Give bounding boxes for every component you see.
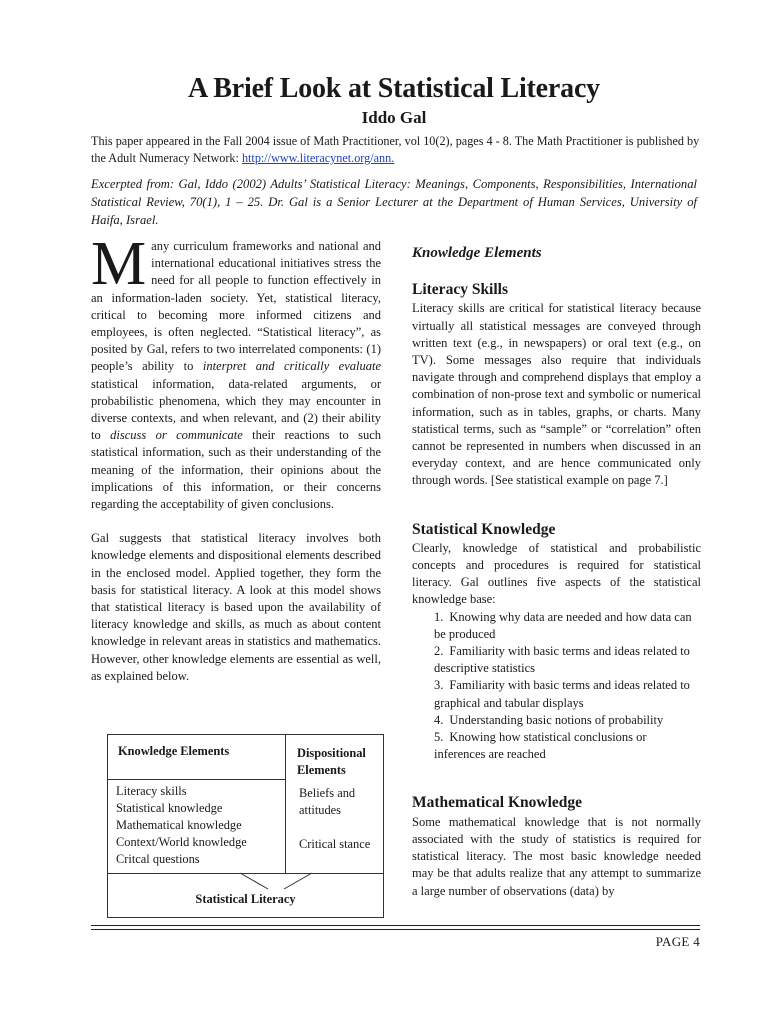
- model-knowledge-item: Context/World knowledge: [116, 835, 247, 849]
- list-item: [412, 609, 701, 643]
- intro-text-3: their reactions to such statistical information, such as their understanding of the meaning of the information, their opinions about the implications of this information, or their concerns regarding the acceptability of given conclusions.: [91, 428, 381, 512]
- list-item-text: Understanding basic notions of probability: [449, 712, 664, 727]
- model-footer: Statistical Literacy: [195, 892, 296, 906]
- list-item-number: 5.: [434, 730, 444, 745]
- model-dispositional-item: Beliefs and attitudes: [299, 786, 356, 817]
- list-item-number: 4.: [434, 712, 444, 727]
- mathematical-knowledge-heading: Mathematical Knowledge: [412, 794, 583, 812]
- model-line-left: [240, 873, 268, 889]
- list-item-number: 3.: [434, 678, 444, 693]
- list-item: [412, 729, 701, 763]
- list-item: [412, 712, 701, 729]
- drop-cap: M: [91, 230, 147, 298]
- author: Iddo Gal: [361, 108, 427, 127]
- model-paragraph: Gal suggests that statistical literacy involves both knowledge elements and dispositional elements described in the enclosed model. Applied together, they form the basis for statistical literacy. A look at this model shows that statistical literacy is based upon the availability of literacy knowledge and skills, as much as about content knowledge in relevant areas in statistics and mathematics. However, other knowledge elements are essential as well, as explained below.: [91, 531, 381, 683]
- model-knowledge-item: Statistical knowledge: [116, 801, 223, 815]
- publication-note: [91, 133, 701, 167]
- list-item: [412, 643, 701, 677]
- statistical-aspects-list: [412, 609, 701, 764]
- mathematical-knowledge-text: Some mathematical knowledge that is not normally associated with the study of statistics is required for statistical literacy. The most basic knowledge needed may be that adults realize that any attempt to summarize a large number of observations (data) by: [412, 814, 701, 898]
- list-item-text: Familiarity with basic terms and ideas related to graphical and tabular displays: [434, 678, 690, 710]
- model-knowledge-header: Knowledge Elements: [118, 744, 230, 758]
- model-dispositional-item: Critical stance: [299, 837, 371, 851]
- page-number: PAGE 4: [655, 934, 700, 949]
- intro-emphasis-2: discuss or communicate: [110, 428, 243, 443]
- list-item-number: 2.: [434, 644, 444, 659]
- intro-paragraph: [91, 230, 381, 513]
- right-column: [412, 245, 701, 900]
- excerpt-note: Excerpted from: Gal, Iddo (2002) Adults’ Statistical Literacy: Meanings, Components, Responsibilities, International Statistical Review, 70(1), 1 – 25. Dr. Gal is a Senior Lecturer at the Department of Human Services, University of Haifa, Israel.: [91, 177, 697, 227]
- knowledge-elements-heading: Knowledge Elements: [412, 245, 542, 261]
- statistical-knowledge-heading: Statistical Knowledge: [412, 520, 556, 538]
- model-line-right: [284, 873, 312, 889]
- list-item-number: 1.: [434, 609, 444, 624]
- footer-rule-top: [91, 925, 700, 926]
- footer-rule-bottom: [91, 929, 700, 930]
- statistical-knowledge-text: Clearly, knowledge of statistical and probabilistic concepts and procedures is required for statistical literacy. Gal outlines five aspects of the statistical knowledge base:: [412, 540, 701, 607]
- literacy-skills-heading: Literacy Skills: [412, 281, 509, 299]
- model-dispositional-header: Dispositional Elements: [297, 746, 366, 777]
- model-knowledge-item: Mathematical knowledge: [116, 818, 242, 832]
- left-column: [91, 230, 381, 685]
- list-item: [412, 677, 701, 711]
- page-title: A Brief Look at Statistical Literacy: [188, 73, 600, 104]
- intro-text-2: statistical information, data-related arguments, or probabilistic phenomena, which they may encounter in diverse contexts, and when relevant, and (2) their ability to: [91, 376, 381, 443]
- model-knowledge-item: Literacy skills: [116, 784, 187, 798]
- model-knowledge-item: Critcal questions: [116, 852, 200, 866]
- intro-emphasis-1: interpret and critically evaluate: [202, 359, 381, 374]
- list-item-text: Knowing why data are needed and how data can be produced: [434, 609, 692, 641]
- list-item-text: Familiarity with basic terms and ideas related to descriptive statistics: [434, 644, 690, 676]
- statistical-literacy-model: [107, 734, 384, 918]
- list-item-text: Knowing how statistical conclusions or inferences are reached: [434, 730, 647, 762]
- literacy-skills-text: Literacy skills are critical for statistical literacy because virtually all statistical messages are conveyed through written text (e.g., in newspapers) or oral text (e.g., on TV). Some messages also require that individuals navigate through and comprehend displays that employ a combination of non-prose text and symbolic or numerical information, such as in tables, graphs, or charts. Many statistical terms, such as “sample” or “correlation” often cannot be represented in numbers when discussed in an everyday context, and are hence communicated only through words. [See statistical example on page 7.]: [412, 301, 701, 488]
- publication-note-text: This paper appeared in the Fall 2004 issue of Math Practitioner, vol 10(2), pages 4 - 8. The Math Practitioner is published by the Adult Numeracy Network:: [91, 134, 700, 165]
- intro-text-1: any curriculum frameworks and national and international educational initiatives stress the need for all people to function effectively in an information-laden society. Yet, statistical literacy, critical to becoming more informed citizens and employees, is often neglected. “Statistical literacy”, as posited by Gal, refers to two interrelated components: (1) people’s ability to: [91, 239, 381, 374]
- literacynet-link[interactable]: http://www.literacynet.org/ann.: [241, 151, 395, 165]
